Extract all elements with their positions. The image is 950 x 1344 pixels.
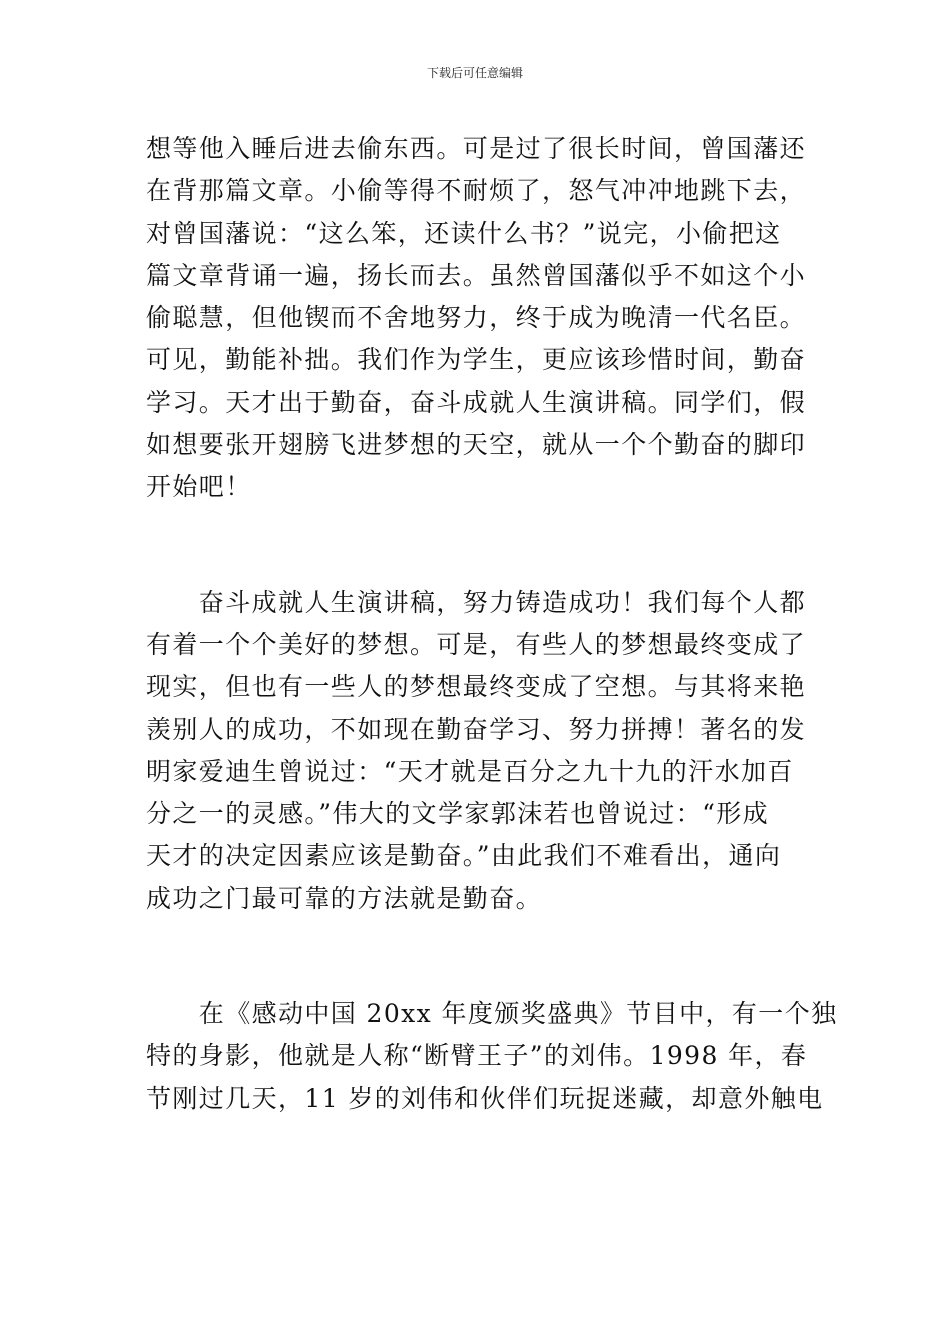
text-line: 特的身影，他就是人称“断臂王子”的刘伟。1998 年，春: [146, 1041, 808, 1071]
text-line: 偷聪慧，但他锲而不舍地努力，终于成为晚清一代名臣。: [146, 303, 807, 333]
paragraph-gap: [146, 920, 808, 993]
text-line: 在背那篇文章。小偷等得不耐烦了，怒气冲冲地跳下去，: [146, 176, 807, 206]
text-line: 羡别人的成功，不如现在勤奋学习、努力拼搏！著名的发: [146, 714, 807, 744]
text-line: 篇文章背诵一遍，扬长而去。虽然曾国藩似乎不如这个小: [146, 260, 807, 290]
text-line: 节刚过几天，11 岁的刘伟和伙伴们玩捉迷藏，却意外触电: [146, 1083, 824, 1113]
paragraph-2: [146, 582, 808, 920]
paragraph-1: [146, 128, 808, 509]
text-line: 天才的决定因素应该是勤奋。”由此我们不难看出，通向: [146, 841, 782, 871]
text-line: 如想要张开翅膀飞进梦想的天空，就从一个个勤奋的脚印: [146, 430, 807, 460]
text-line: 明家爱迪生曾说过：“天才就是百分之九十九的汗水加百: [146, 756, 794, 786]
text-line: 现实，但也有一些人的梦想最终变成了空想。与其将来艳: [146, 672, 807, 702]
text-line: 在《感动中国 20xx 年度颁奖盛典》节目中，有一个独: [146, 999, 838, 1029]
page-header: 下载后可任意编辑: [426, 66, 523, 80]
text-line: 对曾国藩说：“这么笨，还读什么书？”说完，小偷把这: [146, 218, 782, 248]
document-body: [146, 128, 838, 1120]
text-line: 分之一的灵感。”伟大的文学家郭沫若也曾说过：“形成: [146, 799, 770, 829]
text-line: 可见，勤能补拙。我们作为学生，更应该珍惜时间，勤奋: [146, 345, 807, 375]
text-line: 奋斗成就人生演讲稿，努力铸造成功！我们每个人都: [146, 587, 807, 617]
text-line: 学习。天才出于勤奋，奋斗成就人生演讲稿。同学们，假: [146, 387, 807, 417]
text-line: 开始吧！: [146, 472, 252, 502]
text-line: 有着一个个美好的梦想。可是，有些人的梦想最终变成了: [146, 629, 807, 659]
text-line: 成功之门最可靠的方法就是勤奋。: [146, 883, 543, 913]
paragraph-3: [146, 993, 838, 1120]
text-line: 想等他入睡后进去偷东西。可是过了很长时间，曾国藩还: [146, 134, 807, 163]
paragraph-gap: [146, 509, 808, 582]
